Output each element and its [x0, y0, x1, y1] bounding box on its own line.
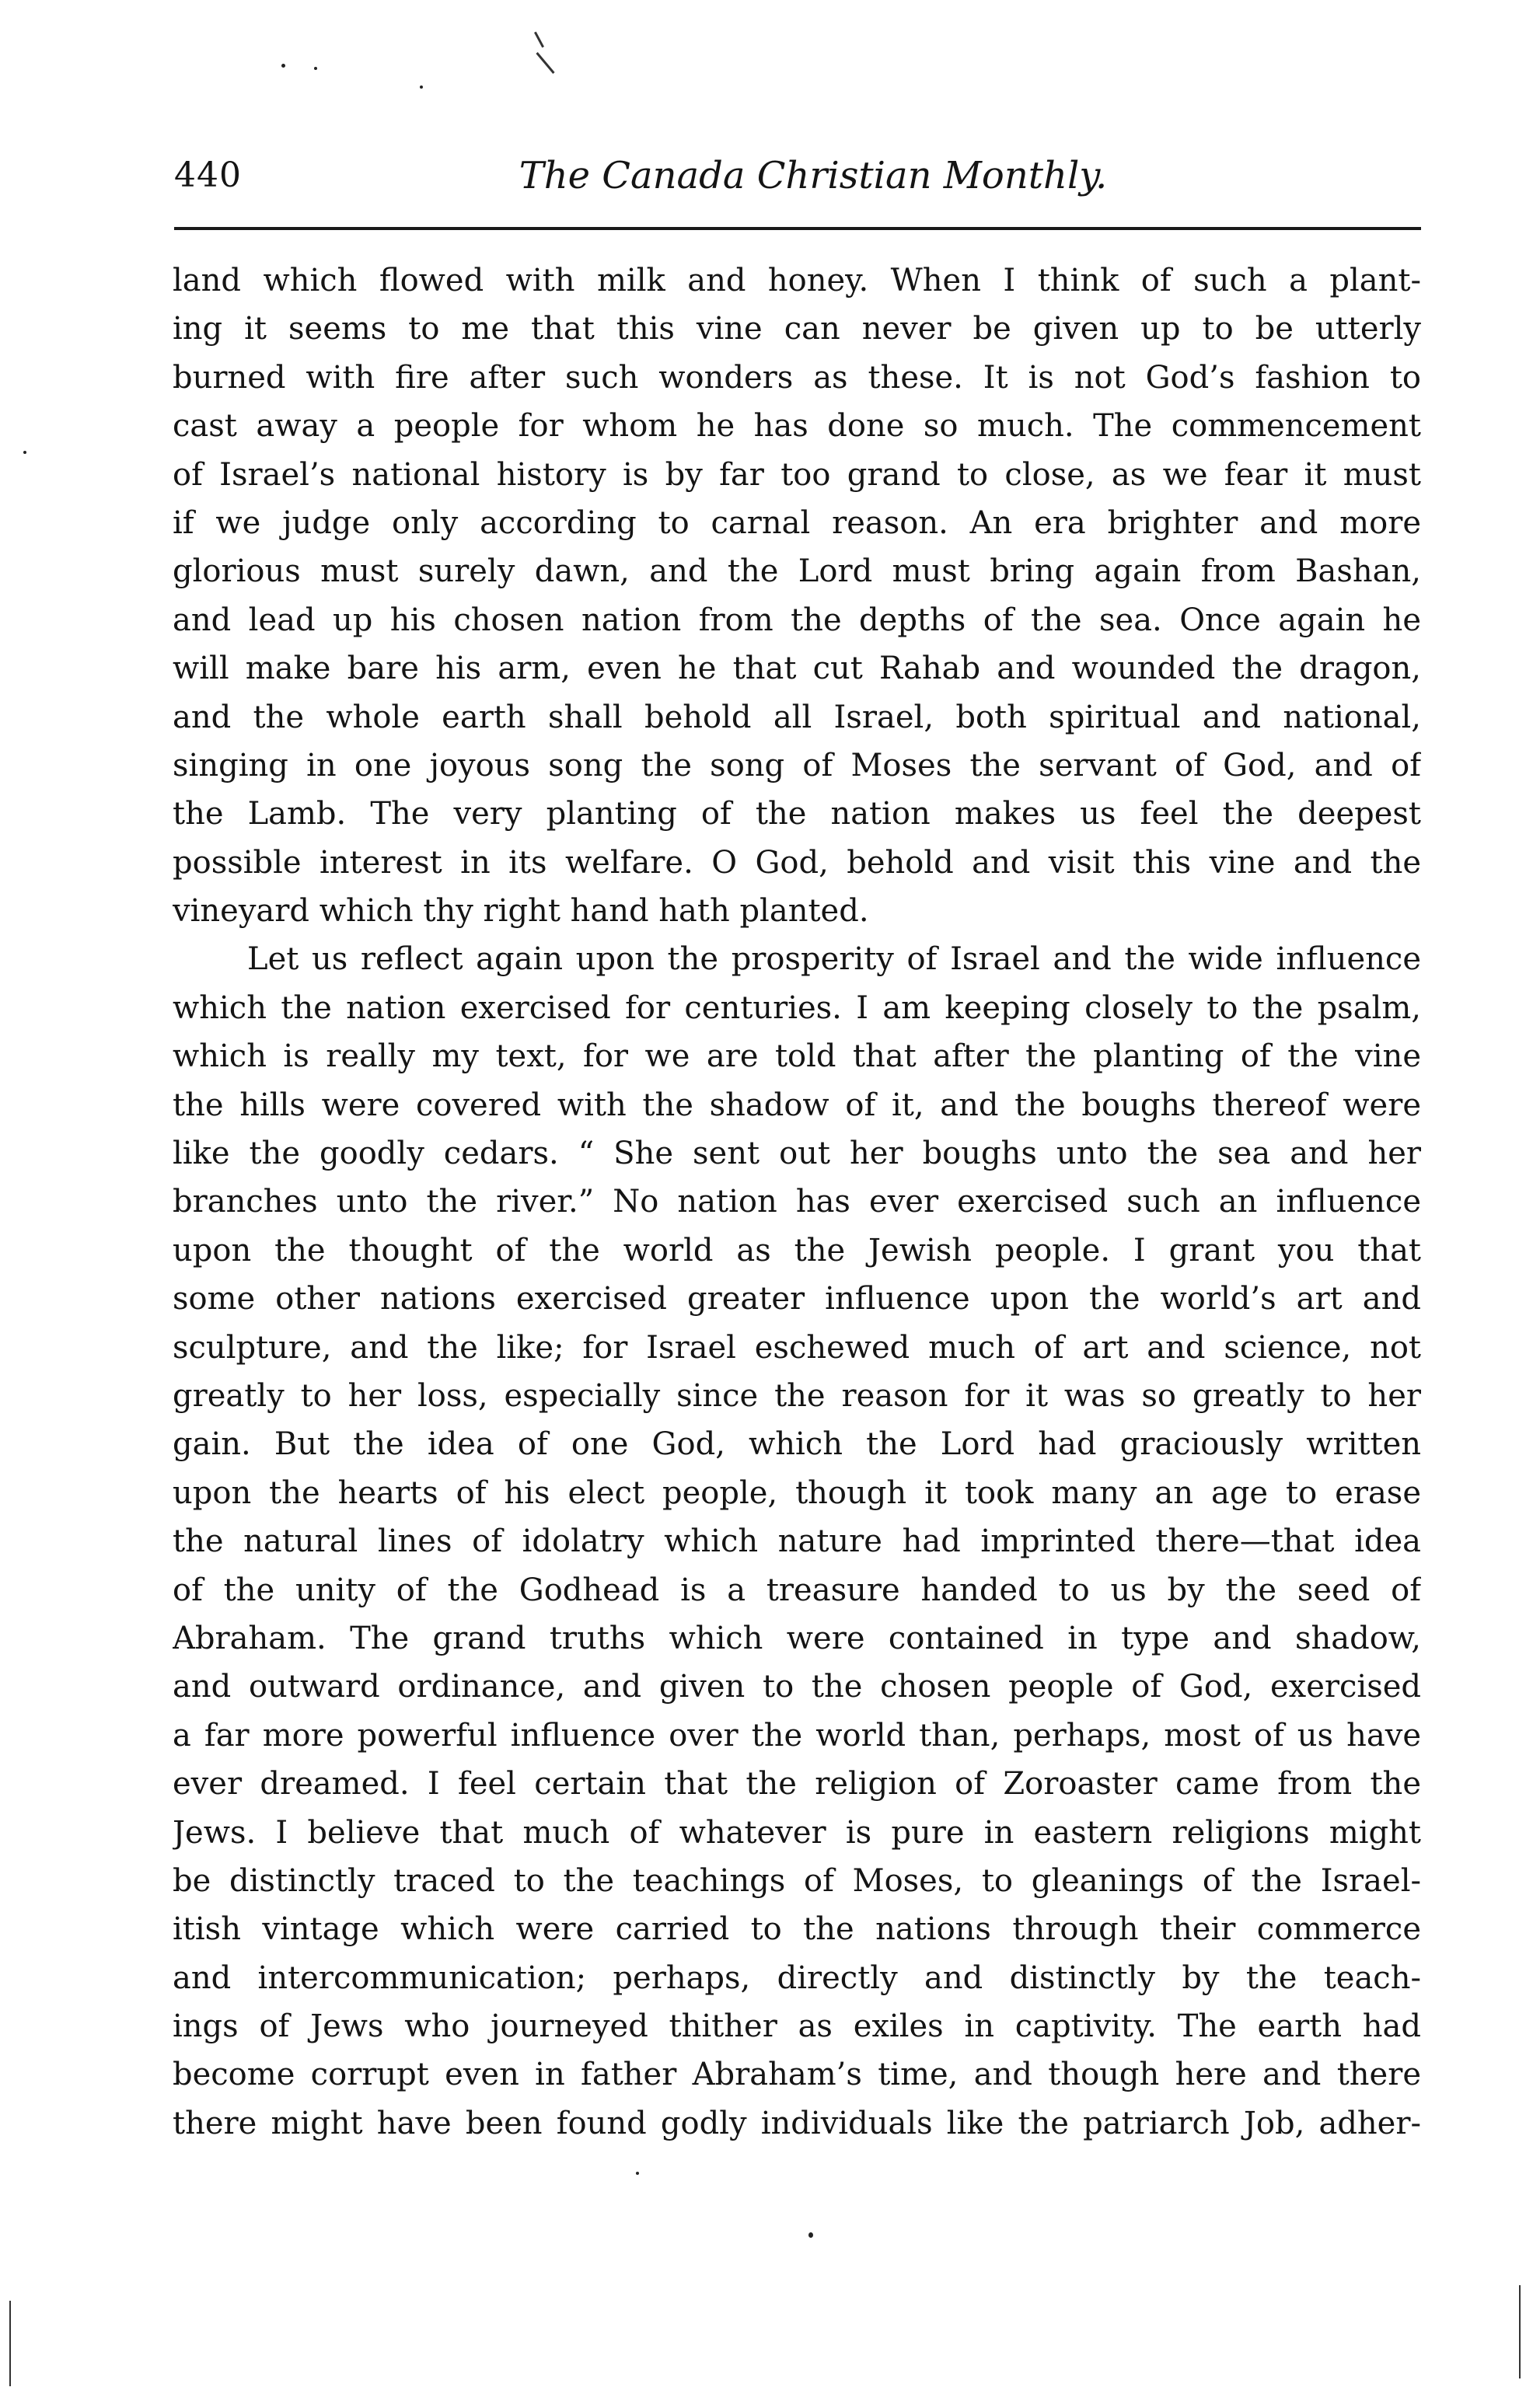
text-line: there might have been found godly individuals like the patriarch Job, adher- — [173, 2105, 1421, 2141]
scan-speck — [636, 2172, 639, 2175]
text-line: land which flowed with milk and honey. When I think of such a plant- — [173, 263, 1421, 298]
text-line: the Lamb. The very planting of the nation makes us feel the deepest — [173, 796, 1421, 832]
text-line: ing it seems to me that this vine can never be given up to be utterly — [173, 311, 1421, 347]
text-line: ings of Jews who journeyed thither as exiles in captivity. The earth had — [173, 2008, 1421, 2045]
body-text — [173, 257, 1421, 2148]
text-line: glorious must surely dawn, and the Lord must bring again from Bashan, — [173, 553, 1421, 590]
text-line: the hills were covered with the shadow of it, and the boughs thereof were — [173, 1087, 1421, 1123]
scan-speck — [1519, 2285, 1521, 2378]
text-line: upon the hearts of his elect people, though it took many an age to erase — [173, 1474, 1421, 1511]
text-line: will make bare his arm, even he that cut Rahab and wounded the dragon, — [173, 651, 1421, 687]
text-line: vineyard which thy right hand hath planted. — [173, 893, 869, 930]
scan-speck — [23, 451, 26, 454]
text-line: Abraham. The grand truths which were contained in type and shadow, — [173, 1620, 1421, 1656]
text-line: itish vintage which were carried to the nations through their commerce — [173, 1911, 1421, 1948]
text-line: possible interest in its welfare. O God, behold and visit this vine and the — [173, 844, 1421, 881]
text-line: of Israel’s national history is by far too grand to close, as we fear it must — [173, 456, 1421, 493]
page-header — [174, 152, 1421, 207]
text-line: greatly to her loss, especially since the reason for it was so greatly to her — [173, 1377, 1421, 1414]
text-line: a far more powerful influence over the world than, perhaps, most of us have — [173, 1717, 1421, 1754]
text-line: the natural lines of idolatry which nature had imprinted there—that idea — [173, 1523, 1421, 1560]
text-line: branches unto the river.” No nation has ever exercised such an influence — [173, 1184, 1421, 1220]
text-line: be distinctly traced to the teachings of Moses, to gleanings of the Israel- — [173, 1862, 1421, 1899]
text-line: and outward ordinance, and given to the chosen people of God, exercised — [173, 1669, 1421, 1705]
text-line: which is really my text, for we are told that after the planting of the vine — [173, 1038, 1421, 1075]
scan-speck — [9, 2301, 11, 2386]
text-line: become corrupt even in father Abraham’s time, and though here and there — [173, 2057, 1421, 2093]
text-line: and lead up his chosen nation from the depths of the sea. Once again he — [173, 602, 1421, 638]
text-line: which the nation exercised for centuries. I am keeping closely to the psalm, — [173, 989, 1421, 1026]
page-number: 440 — [174, 155, 242, 195]
text-line: gain. But the idea of one God, which the Lord had graciously written — [173, 1426, 1421, 1463]
header-rule — [174, 227, 1421, 230]
text-line: Jews. I believe that much of whatever is pure in eastern religions might — [173, 1814, 1421, 1851]
text-line: burned with fire after such wonders as these. It is not God’s fashion to — [173, 359, 1421, 396]
text-line: singing in one joyous song the song of Moses the servant of God, and of — [173, 747, 1421, 783]
text-line: ever dreamed. I feel certain that the religion of Zoroaster came from the — [173, 1766, 1421, 1803]
scan-speck — [420, 86, 423, 89]
text-line: like the goodly cedars. “ She sent out her boughs unto the sea and her — [173, 1136, 1421, 1172]
text-line: cast away a people for whom he has done so much. The commencement — [173, 408, 1421, 445]
scan-speck — [808, 2232, 813, 2238]
text-line: upon the thought of the world as the Jewish people. I grant you that — [173, 1232, 1421, 1269]
scan-speck — [536, 52, 554, 74]
text-line: if we judge only according to carnal reason. An era brighter and more — [173, 504, 1421, 541]
text-line: of the unity of the Godhead is a treasure handed to us by the seed of — [173, 1572, 1421, 1608]
scan-speck — [281, 64, 285, 68]
text-line: sculpture, and the like; for Israel eschewed much of art and science, not — [173, 1329, 1421, 1366]
text-line: some other nations exercised greater influence upon the world’s art and — [173, 1281, 1421, 1317]
scan-speck — [534, 32, 544, 48]
scan-speck — [314, 67, 317, 70]
running-title: The Canada Christian Monthly. — [519, 154, 1108, 197]
text-line: Let us reflect again upon the prosperity of Israel and the wide influence — [247, 941, 1421, 978]
text-line: and the whole earth shall behold all Israel, both spiritual and national, — [173, 699, 1421, 735]
text-line: and intercommunication; perhaps, directly and distinctly by the teach- — [173, 1960, 1421, 1996]
